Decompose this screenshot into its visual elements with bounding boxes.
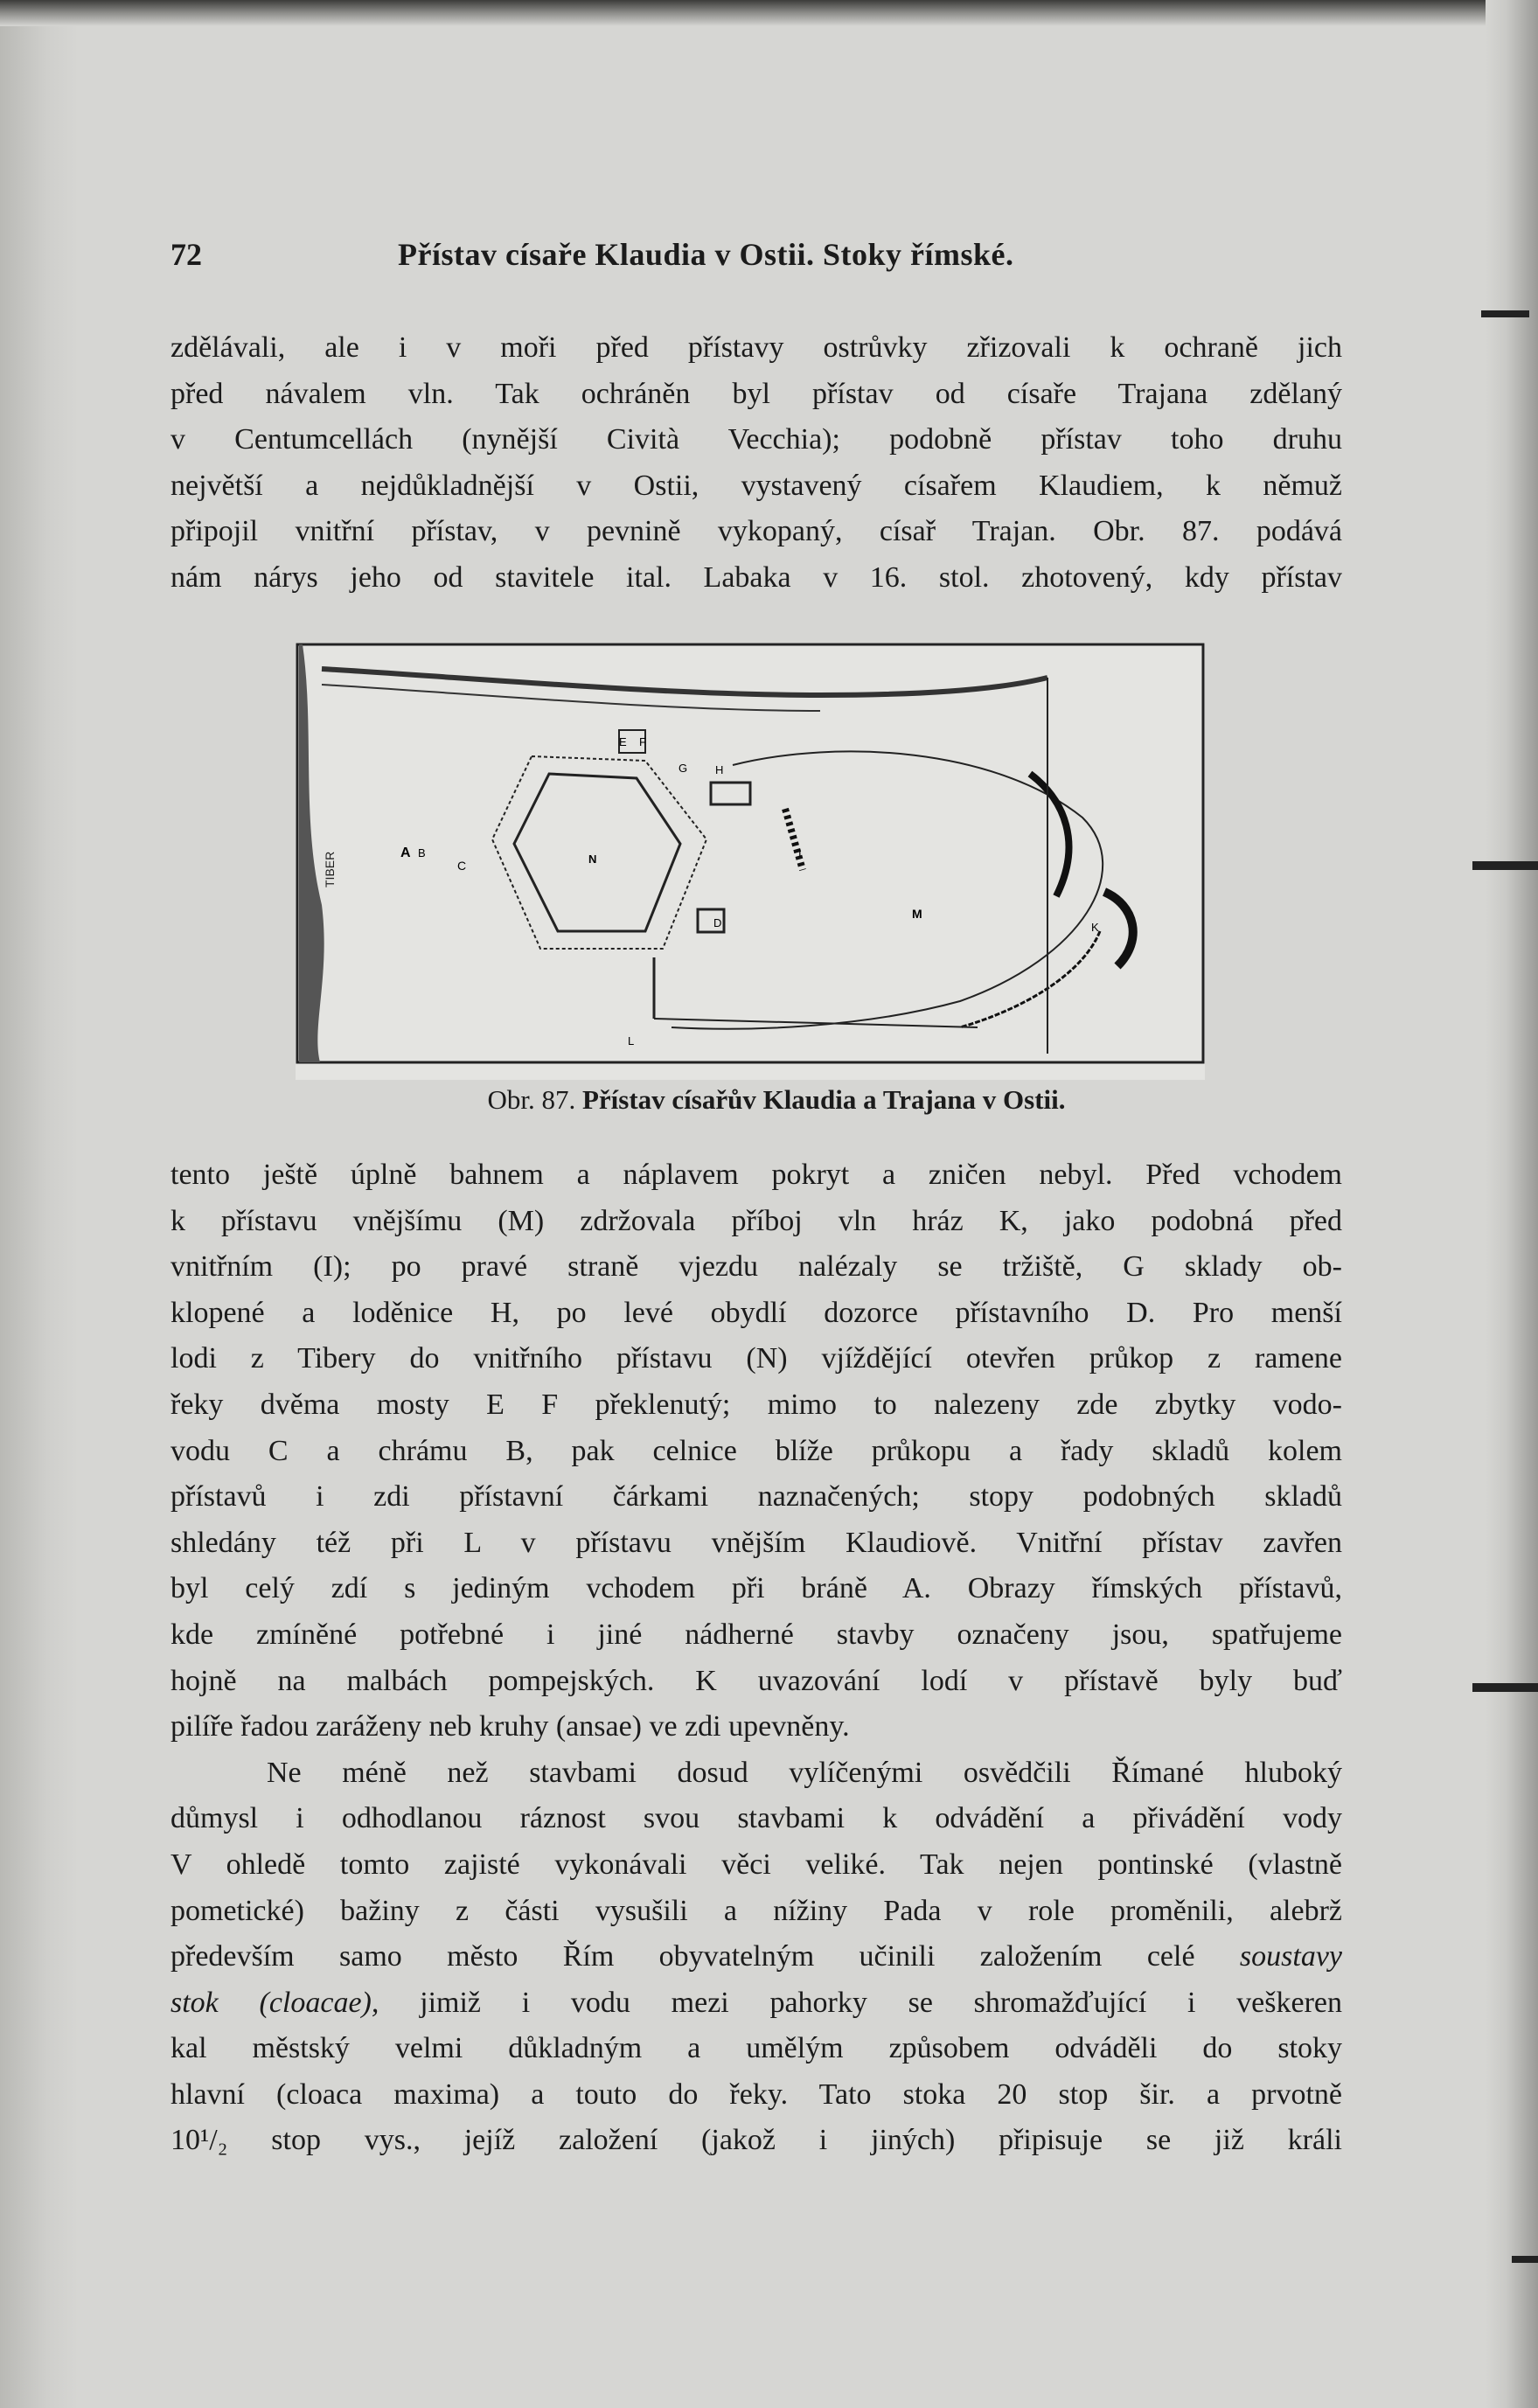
- text-line: 10¹/₂ stop vys., jejíž založení (jakož i jiných) připisuje se již králi: [171, 2124, 1342, 2157]
- text-line: [171, 1980, 1342, 2027]
- text-line: byl celý zdí s jediným vchodem při bráně A. Obrazy římských přístavů,: [171, 1572, 1342, 1605]
- text-line: v Centumcellách (nynější Cività Vecchia); podobně přístav toho druhu: [171, 423, 1342, 456]
- text-line: pometické) bažiny z části vysušili a nížiny Pada v role proměnili, alebrž: [171, 1894, 1342, 1927]
- label-m: M: [912, 907, 922, 921]
- text-line: připojil vnitřní přístav, v pevnině vykopaný, císař Trajan. Obr. 87. podává: [171, 515, 1342, 548]
- scan-shadow-left: [0, 0, 79, 2408]
- harbor-plan-figure: [296, 643, 1205, 1080]
- paragraph-top: [171, 325, 1342, 602]
- paragraph-middle: [171, 1152, 1342, 2164]
- text-line: kal městský velmi důkladným a umělým způsobem odváděli do stoky: [171, 2032, 1342, 2065]
- text-line: největší a nejdůkladnější v Ostii, vystavený císařem Klaudiem, k němuž: [171, 469, 1342, 502]
- text-line: klopené a loděnice H, po levé obydlí dozorce přístavního D. Pro menší: [171, 1296, 1342, 1329]
- text-line: tento ještě úplně bahnem a náplavem pokryt a zničen nebyl. Před vchodem: [171, 1159, 1342, 1191]
- scan-mark: [1481, 310, 1529, 317]
- label-b: B: [418, 846, 426, 860]
- text-line: vodu C a chrámu B, pak celnice blíže průkopu a řady skladů kolem: [171, 1434, 1342, 1467]
- text-line: [171, 1934, 1342, 1980]
- label-i: I: [798, 846, 802, 860]
- text-line: důmysl i odhodlanou ráznost svou stavbami k odvádění a přivádění vody: [171, 1802, 1342, 1835]
- text-line: přístavů i zdi přístavní čárkami naznačených; stopy podobných skladů: [171, 1480, 1342, 1514]
- text-segment: jimiž i vodu mezi pahorky se shromažďující i veškeren: [420, 1986, 1343, 2019]
- scan-mark: [1472, 861, 1538, 870]
- label-h: H: [715, 763, 724, 776]
- page-header: [171, 236, 1342, 280]
- label-g: G: [679, 762, 688, 775]
- label-n: N: [588, 853, 597, 866]
- emphasis-text: stok (cloacae),: [171, 1986, 379, 2019]
- text-line: Ne méně než stavbami dosud vylíčenými osvědčili Římané hluboký: [267, 1756, 1342, 1789]
- label-l: L: [628, 1034, 635, 1047]
- scan-mark: [1512, 2256, 1538, 2263]
- text-line: před návalem vln. Tak ochráněn byl přístav od císaře Trajana zdělaný: [171, 377, 1342, 410]
- text-line: pilíře řadou zaráženy neb kruhy (ansae) ve zdi upevněny.: [171, 1710, 850, 1743]
- label-e: E: [619, 735, 627, 748]
- text-line: lodi z Tibery do vnitřního přístavu (N) vjíždějící otevřen průkop z ramene: [171, 1342, 1342, 1375]
- text-line: nám nárys jeho od stavitele ital. Labaka v 16. stol. zhotovený, kdy přístav: [171, 560, 1342, 594]
- text-line: shledány též při L v přístavu vnějším Klaudiově. Vnitřní přístav zavřen: [171, 1526, 1342, 1559]
- label-k: K: [1091, 921, 1099, 934]
- text-line: k přístavu vnějšímu (M) zdržovala příboj vln hráz K, jako podobná před: [171, 1204, 1342, 1237]
- emphasis-text: soustavy: [1239, 1940, 1343, 1973]
- text-line: vnitřním (I); po pravé straně vjezdu nalézaly se tržiště, G sklady ob-: [171, 1250, 1342, 1284]
- scan-shadow-top: [0, 0, 1538, 26]
- label-d: D: [713, 916, 722, 929]
- text-line: kde zmíněné potřebné i jiné nádherné stavby označeny jsou, spatřujeme: [171, 1618, 1342, 1651]
- text-line: hlavní (cloaca maxima) a touto do řeky. Tato stoka 20 stop šir. a prvotně: [171, 2077, 1342, 2111]
- label-a: A: [400, 846, 411, 860]
- scan-mark: [1472, 1683, 1538, 1692]
- harbor-plan-drawing: [296, 643, 1205, 1080]
- text-line: hojně na malbách pompejských. K uvazování lodí v přístavě byly buď: [171, 1664, 1342, 1697]
- caption-text: Přístav císařův Klaudia a Trajana v Ostii.: [581, 1084, 1066, 1115]
- label-c: C: [457, 859, 467, 873]
- text-line: řeky dvěma mosty E F překlenutý; mimo to nalezeny zde zbytky vodo-: [171, 1388, 1342, 1421]
- label-f: F: [639, 735, 646, 748]
- page-number: 72: [171, 237, 202, 272]
- text-line: V ohledě tomto zajisté vykonávali věci veliké. Tak nejen pontinské (vlastně: [171, 1848, 1342, 1881]
- text-line: zdělávali, ale i v moři před přístavy ostrůvky zřizovali k ochraně jich: [171, 331, 1342, 364]
- label-tiber: TIBER: [323, 851, 337, 887]
- running-title: Přístav císaře Klaudia v Ostii. Stoky římské.: [398, 237, 1014, 272]
- text-segment: především samo město Řím obyvatelným učinili založením celé: [171, 1940, 1195, 1973]
- figure-caption: [383, 1084, 1170, 1116]
- caption-number: Obr. 87.: [487, 1084, 576, 1115]
- scan-shadow-right: [1486, 0, 1538, 2408]
